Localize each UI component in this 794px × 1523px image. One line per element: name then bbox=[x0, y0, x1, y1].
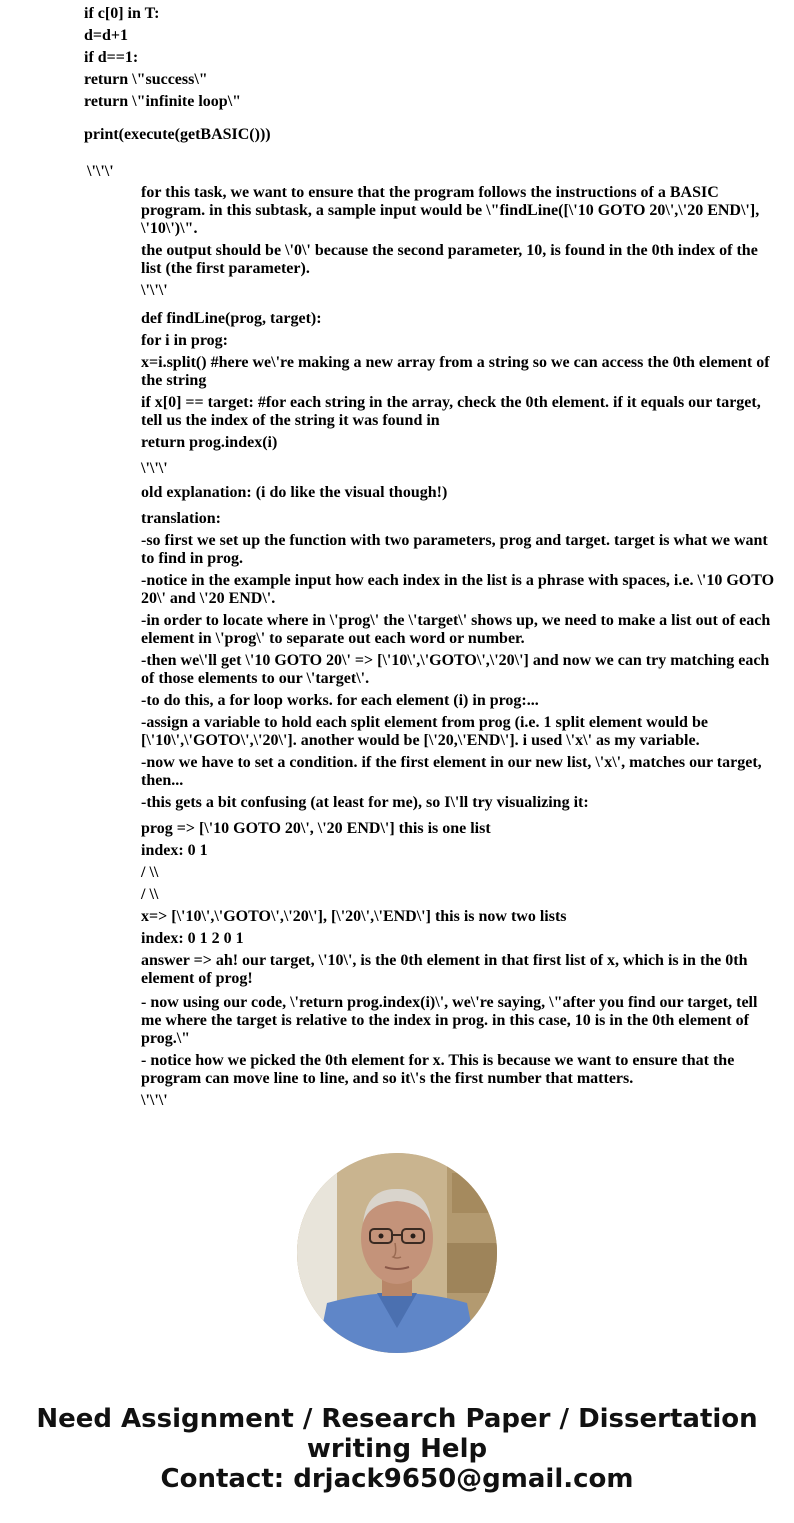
code-line: if c[0] in T: bbox=[84, 5, 160, 22]
code-line: return prog.index(i) bbox=[141, 434, 278, 451]
paragraph: -in order to locate where in \'prog\' the \'target\' shows up, we need to make a list out of each element in \'prog\' to separate out each word or number. bbox=[141, 612, 771, 647]
code-line: x=i.split() #here we\'re making a new array from a string so we can access the 0th element of the string bbox=[141, 354, 770, 389]
code-line: if x[0] == target: #for each string in the array, check the 0th element. if it equals our target, tell us the index of the string it was found in bbox=[141, 394, 761, 429]
visual-line: index: 0 1 2 0 1 bbox=[141, 930, 244, 947]
paragraph: answer => ah! our target, \'10\', is the 0th element in that first list of x, which is in the 0th element of prog! bbox=[141, 952, 748, 987]
code-snippet-top bbox=[84, 3, 774, 113]
code-line: def findLine(prog, target): bbox=[141, 310, 322, 327]
paragraph: old explanation: (i do like the visual though!) bbox=[141, 484, 448, 501]
paragraph: for this task, we want to ensure that the program follows the instructions of a BASIC program. in this subtask, a sample input would be \"findLine([\'10 GOTO 20\',\'20 END\'], \'10\')\". bbox=[141, 184, 760, 237]
code-line: for i in prog: bbox=[141, 332, 228, 349]
visual-line: x=> [\'10\',\'GOTO\',\'20\'], [\'20\',\'END\'] this is now two lists bbox=[141, 908, 567, 925]
promo-banner bbox=[0, 1404, 794, 1494]
promo-contact[interactable]: Contact: drjack9650@gmail.com bbox=[160, 1464, 634, 1494]
explanation-block bbox=[141, 184, 777, 1114]
paragraph: -now we have to set a condition. if the first element in our new list, \'x\', matches our target, then... bbox=[141, 754, 762, 789]
code-line: d=d+1 bbox=[84, 27, 129, 44]
paragraph: -then we\'ll get \'10 GOTO 20\' => [\'10\',\'GOTO\',\'20\'] and now we can try matching each of those elements to our \'target\'. bbox=[141, 652, 770, 687]
paragraph: the output should be \'0\' because the second parameter, 10, is found in the 0th index of the list (the first parameter). bbox=[141, 242, 758, 277]
print-statement: print(execute(getBASIC())) bbox=[84, 126, 271, 143]
portrait-illustration bbox=[297, 1153, 497, 1353]
docstring-mark: \'\'\' bbox=[141, 460, 168, 477]
visual-line: index: 0 1 bbox=[141, 842, 208, 859]
visual-line: / \\ bbox=[141, 886, 159, 903]
code-line: return \"success\" bbox=[84, 71, 208, 88]
promo-line: writing Help bbox=[306, 1434, 488, 1464]
paragraph: -this gets a bit confusing (at least for me), so I\'ll try visualizing it: bbox=[141, 794, 589, 811]
visual-line: / \\ bbox=[141, 864, 159, 881]
visual-line: prog => [\'10 GOTO 20\', \'20 END\'] this is one list bbox=[141, 820, 491, 837]
docstring-mark: \'\'\' bbox=[141, 282, 168, 299]
docstring-mark: \'\'\' bbox=[141, 1092, 168, 1109]
paragraph: - notice how we picked the 0th element for x. This is because we want to ensure that the program can move line to line, and so it\'s the first number that matters. bbox=[141, 1052, 735, 1087]
paragraph: -to do this, a for loop works. for each element (i) in prog:... bbox=[141, 692, 539, 709]
docstring-open: \'\'\' bbox=[87, 163, 114, 180]
author-photo bbox=[297, 1153, 497, 1353]
code-line: return \"infinite loop\" bbox=[84, 93, 242, 110]
paragraph: -assign a variable to hold each split element from prog (i.e. 1 split element would be [\'10\',\'GOTO\',\'20\']. another would be [\'20,\'END\']. i used \'x\' as my variable. bbox=[141, 714, 708, 749]
paragraph: - now using our code, \'return prog.index(i)\', we\'re saying, \"after you find our target, tell me where the target is relative to the index in prog. in this case, 10 is in the 0th element of prog.\" bbox=[141, 994, 758, 1047]
paragraph: -notice in the example input how each index in the list is a phrase with spaces, i.e. \'10 GOTO 20\' and \'20 END\'. bbox=[141, 572, 775, 607]
paragraph: -so first we set up the function with two parameters, prog and target. target is what we want to find in prog. bbox=[141, 532, 768, 567]
code-line: if d==1: bbox=[84, 49, 139, 66]
promo-line: Need Assignment / Research Paper / Dissertation bbox=[36, 1404, 758, 1434]
paragraph: translation: bbox=[141, 510, 221, 527]
